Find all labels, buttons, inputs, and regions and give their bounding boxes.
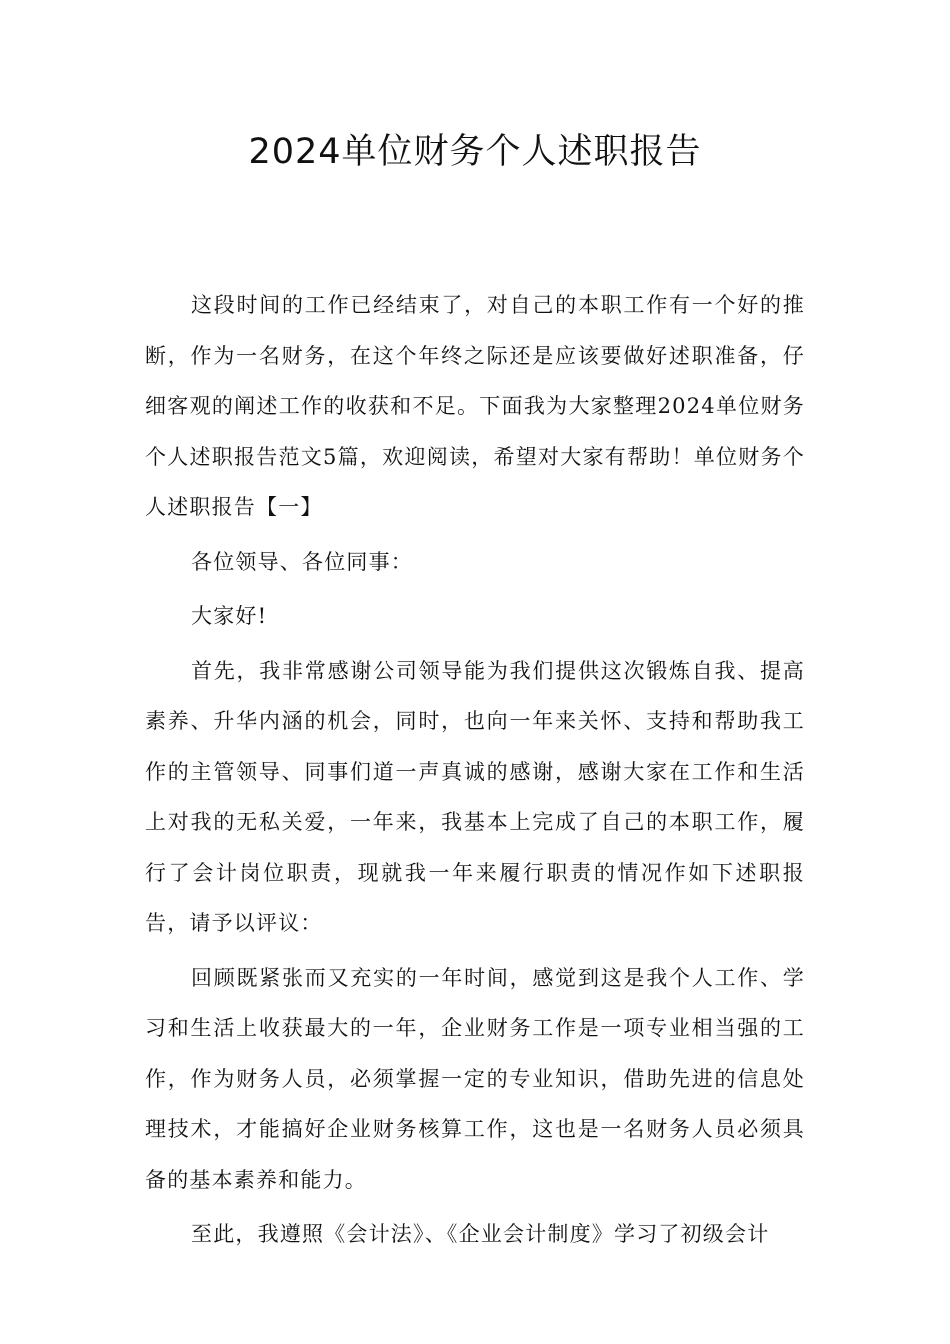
document-body: [145, 280, 805, 1260]
paragraph-thanks: 首先，我非常感谢公司领导能为我们提供这次锻炼自我、提高素养、升华内涵的机会，同时，也向一年来关怀、支持和帮助我工作的主管领导、同事们道一声真诚的感谢，感谢大家在工作和生活上对我的无私关爱，一年来，我基本上完成了自己的本职工作，履行了会计岗位职责，现就我一年来履行职责的情况作如下述职报告，请予以评议：: [145, 658, 805, 935]
paragraph-salutation: 各位领导、各位同事：: [191, 549, 413, 574]
paragraph-intro: 这段时间的工作已经结束了，对自己的本职工作有一个好的推断，作为一名财务，在这个年终之际还是应该要做好述职准备，仔细客观的阐述工作的收获和不足。下面我为大家整理2024单位财务个人述职报告范文5篇，欢迎阅读，希望对大家有帮助！单位财务个人述职报告【一】: [145, 293, 805, 519]
paragraph-review: 回顾既紧张而又充实的一年时间，感觉到这是我个人工作、学习和生活上收获最大的一年，企业财务工作是一项专业相当强的工作，作为财务人员，必须掌握一定的专业知识，借助先进的信息处理技术，才能搞好企业财务核算工作，这也是一名财务人员必须具备的基本素养和能力。: [145, 965, 805, 1192]
document-title: 2024单位财务个人述职报告: [248, 132, 702, 172]
paragraph-greeting: 大家好!: [191, 604, 268, 628]
paragraph-study: 至此，我遵照《会计法》、《企业会计制度》学习了初级会计: [191, 1222, 770, 1246]
